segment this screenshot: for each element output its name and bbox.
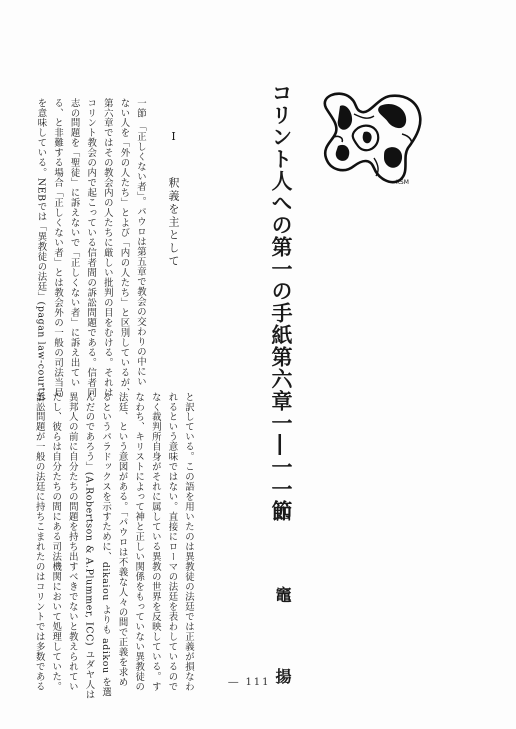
text-line: 一節 「正しくない者」。パウロは第五章で教会の交わりの中にい <box>135 98 146 387</box>
page-number: ― 111 ― <box>228 677 288 688</box>
section-number: Ⅰ <box>167 130 180 145</box>
text-line: る、と非難する場合「正しくない者」とは教会外の一般の司法当局 <box>52 98 64 398</box>
text-line: んだのであろう」(A.Robertson & A.Plummer, ICC) ユダヤ人は <box>83 392 95 700</box>
text-line: 法廷、という意図がある。「パウロは不義な人々の間で正義を求め <box>116 392 128 688</box>
text-line: 異邦人の前に自分たちの問題を持ち出すべきでないと教えられてい <box>66 392 78 692</box>
body-column-1 <box>32 98 148 402</box>
text-line: 訴訟問題が一般の法廷に持ちこまれたのはコリントでは多数である <box>33 392 45 692</box>
text-line: なわち、キリストによって神と正しい関係をもっていない異教徒の <box>133 392 145 692</box>
text-line: ない人を「外の人たち」とよび「内の人たち」と区別しているが、 <box>118 98 130 398</box>
article-title: コリント人への第一の手紙第六章一―一一節 <box>269 82 294 522</box>
text-line: 志の問題を「聖徒」に訴えないで「正しくない者」に訴え出てい <box>68 98 80 388</box>
text-line: たし、彼らは自分たちの間にある司法機関において処理していた。 <box>50 392 62 692</box>
emblem-signature: KSM <box>396 179 409 186</box>
text-line: と訳している。この語を用いたのは異教徒の法廷では正義が損なわ <box>183 392 194 692</box>
body-column-2 <box>30 392 196 700</box>
text-line: 第六章ではその教会内の人たちに厳しい批判の目をむける。それは <box>101 98 113 398</box>
text-line: を意味している。NEBでは「異教徒の法廷」(pagan law-courts) <box>35 98 47 402</box>
text-line: なく裁判所自身がそれに属している異教の世界を反映している。す <box>149 392 161 692</box>
text-line: れるという意味ではない。直接にローマの法廷を表わしているので <box>166 392 178 692</box>
section-heading-text: 釈義を主として <box>167 177 180 268</box>
text-line: コリント教会の内で起こっている信者間の訴訟問題である。信者同 <box>85 98 97 398</box>
intertwined-figures-emblem-icon <box>318 88 426 188</box>
author-name: 四 竈 揚 <box>273 505 292 715</box>
section-heading <box>165 130 181 268</box>
text-line: るというパラドックスを示すために、dikaiou よりも adikou を選 <box>100 392 112 698</box>
